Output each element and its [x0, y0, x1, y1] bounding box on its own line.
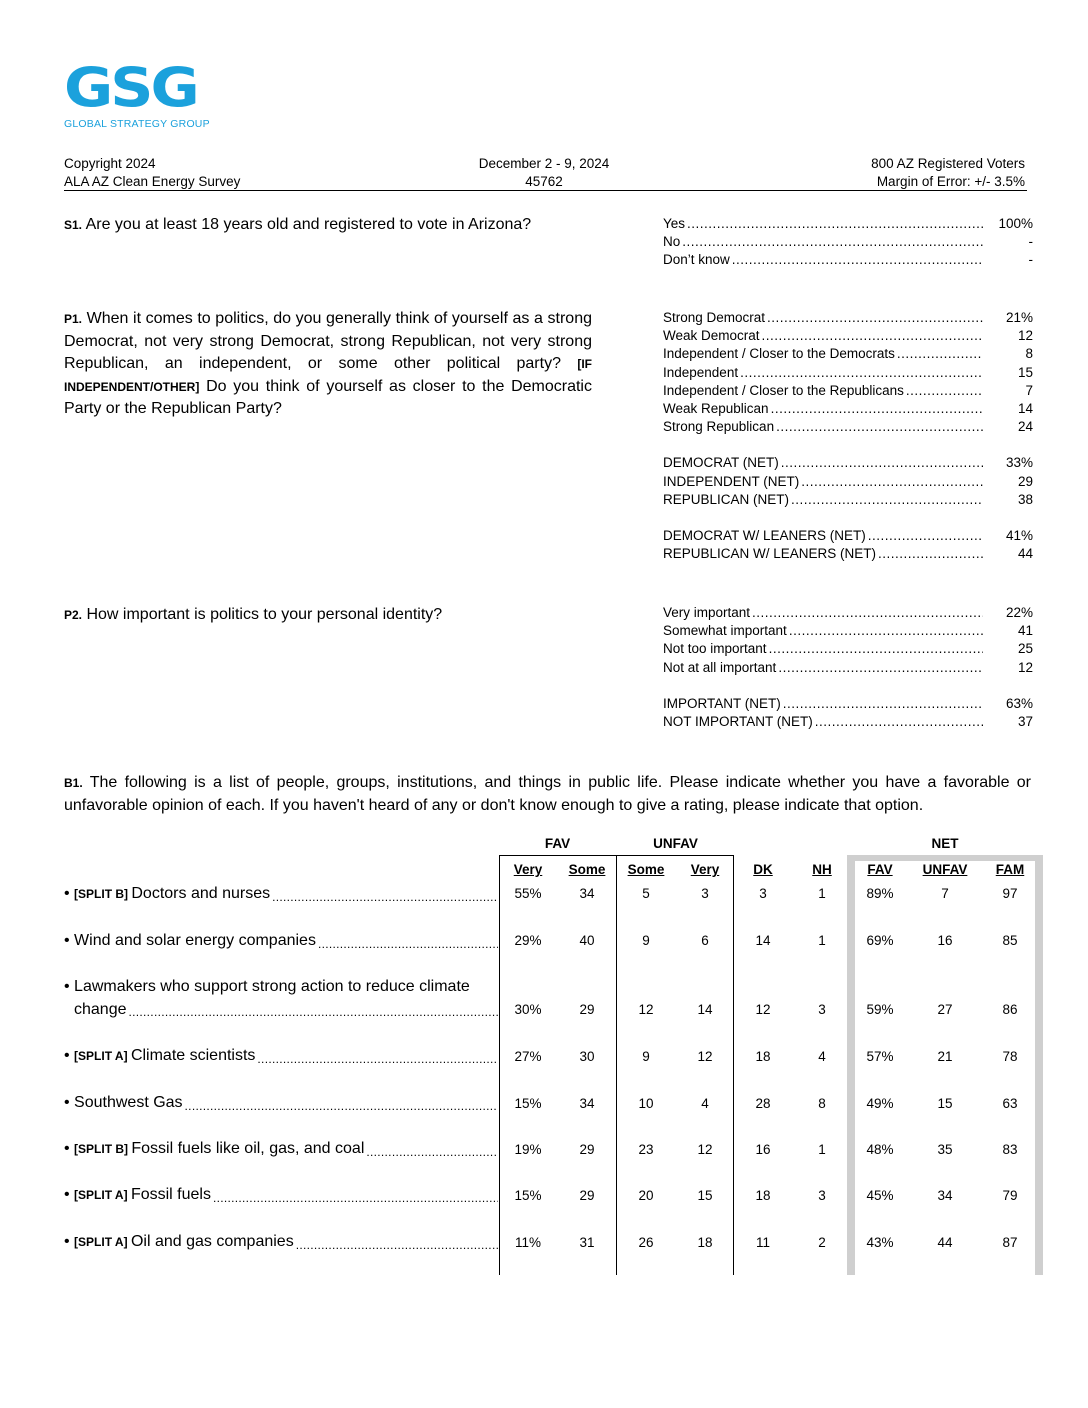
leader-dots: [185, 1097, 498, 1115]
answer-label-wrap: [663, 309, 985, 327]
table-cell: 23: [638, 1142, 654, 1157]
table-cell: 9: [642, 1049, 650, 1064]
row-label: Fossil fuels like oil, gas, and coal: [131, 1140, 365, 1157]
leader-dots: [776, 418, 983, 436]
answer-label: Not at all important: [663, 659, 777, 675]
question-text: The following is a list of people, groups, institutions, and things in public life. Please indicate whether you have a favorable or unfavorable opinion of each. If you haven't heard of any or don't know enough to give a rating, please indicate that option.: [64, 774, 1032, 814]
answer-value: 41%: [985, 527, 1033, 545]
row-label: Wind and solar energy companies: [74, 932, 316, 949]
table-row-label: [64, 1092, 498, 1115]
table-cell: 29%: [514, 933, 542, 948]
logo-subtitle: GLOBAL STRATEGY GROUP: [64, 118, 210, 130]
answer-value: 100%: [985, 215, 1033, 233]
row-label: Doctors and nurses: [131, 885, 271, 902]
column-header: Some: [568, 862, 606, 877]
column-header: Very: [513, 862, 543, 877]
answer-value: 25: [985, 640, 1033, 658]
leader-dots: [762, 327, 983, 345]
table-cell: 15: [937, 1096, 953, 1111]
answer-label: DEMOCRAT (NET): [663, 455, 779, 471]
row-label: Southwest Gas: [74, 1094, 183, 1111]
table-cell: 20: [638, 1188, 654, 1203]
table-cell: 78: [1002, 1049, 1018, 1064]
row-label-line: [64, 1045, 498, 1068]
answer-label-wrap: [663, 251, 985, 269]
column-header: Some: [627, 862, 665, 877]
table-cell: 79: [1002, 1188, 1018, 1203]
table-cell: 86: [1002, 1002, 1018, 1017]
leader-dots: [783, 695, 983, 713]
answer-label-wrap: [663, 473, 985, 491]
group-unfav: UNFAV: [653, 836, 698, 851]
table-cell: 29: [579, 1142, 595, 1157]
split-tag: [SPLIT A]: [74, 1235, 131, 1249]
table-cell: 4: [818, 1049, 826, 1064]
group-fav: FAV: [544, 836, 571, 851]
table-cell: 19%: [514, 1142, 542, 1157]
column-header: DK: [753, 862, 773, 877]
column-header: Very: [690, 862, 720, 877]
table-cell: 40: [579, 933, 595, 948]
table-cell: 3: [759, 886, 767, 901]
answer-label: No: [663, 234, 681, 250]
table-cell: 2: [818, 1235, 826, 1250]
table-cell: 55%: [514, 886, 542, 901]
table-cell: 57%: [866, 1049, 894, 1064]
table-cell: 49%: [866, 1096, 894, 1111]
row-label-line: [64, 883, 498, 906]
row-label: Climate scientists: [130, 1047, 256, 1064]
table-cell: 43%: [866, 1235, 894, 1250]
leader-dots: [732, 251, 983, 269]
group-net: NET: [931, 836, 959, 851]
table-cell: 1: [818, 886, 826, 901]
table-cell: 87: [1002, 1235, 1018, 1250]
question-number: S1.: [64, 218, 83, 232]
answer-label-wrap: [663, 454, 985, 472]
answer-label: DEMOCRAT W/ LEANERS (NET): [663, 527, 866, 543]
answer-label: REPUBLICAN (NET): [663, 491, 790, 507]
question-text: When it comes to politics, do you generally think of yourself as a strong Democrat, not very strong Democrat, strong Republican, not very strong Republican, an independent, or some other political party?: [64, 310, 593, 372]
answer-label: Somewhat important: [663, 623, 787, 639]
answer-row: [663, 382, 1033, 400]
answer-value: 24: [985, 418, 1033, 436]
table-cell: 3: [818, 1002, 826, 1017]
answer-value: 22%: [985, 604, 1033, 622]
leader-dots: [769, 640, 983, 658]
answer-value: 12: [985, 327, 1033, 345]
answer-gap: [663, 677, 1033, 695]
question-text: Are you at least 18 years old and registered to vote in Arizona?: [85, 216, 532, 233]
table-row-label: [64, 1231, 498, 1254]
leader-dots: [687, 215, 983, 233]
answer-row: [663, 695, 1033, 713]
answers-p1: [663, 309, 1033, 563]
answer-label-wrap: [663, 327, 985, 345]
answer-row: [663, 400, 1033, 418]
answer-row: [663, 345, 1033, 363]
answer-label: Independent / Closer to the Democrats: [663, 346, 895, 362]
copyright: Copyright 2024: [64, 156, 156, 171]
answer-label: Strong Republican: [663, 419, 775, 435]
answer-label-wrap: [663, 233, 985, 251]
answer-value: 8: [985, 345, 1033, 363]
row-label-line: [64, 976, 498, 999]
table-cell: 6: [701, 933, 709, 948]
row-label: Fossil fuels: [130, 1186, 211, 1203]
leader-dots: [272, 888, 498, 906]
table-cell: 15: [697, 1188, 713, 1203]
table-cell: 11%: [514, 1235, 542, 1250]
table-cell: 10: [638, 1096, 654, 1111]
table-row-label: [64, 976, 498, 1021]
table-cell: 69%: [866, 933, 894, 948]
answer-label-wrap: [663, 695, 985, 713]
leader-dots: [257, 1050, 498, 1068]
answer-row: [663, 251, 1033, 269]
answer-label-wrap: [663, 527, 985, 545]
column-header: FAV: [867, 862, 893, 877]
row-label-line: [64, 1092, 498, 1115]
answer-label: Weak Republican: [663, 400, 769, 416]
split-tag: [SPLIT B]: [74, 887, 132, 901]
question-number: P1.: [64, 312, 83, 326]
bullet: •: [64, 1047, 75, 1064]
table-cell: 44: [937, 1235, 953, 1250]
leader-dots: [213, 1189, 498, 1207]
table-cell: 63: [1002, 1096, 1018, 1111]
leader-dots: [781, 454, 983, 472]
table-row-label: [64, 1045, 498, 1068]
question-number: B1.: [64, 776, 83, 790]
answer-value: 44: [985, 545, 1033, 563]
row-label-line-2: [64, 999, 498, 1022]
answer-label: Don’t know: [663, 252, 730, 268]
answer-value: -: [985, 233, 1033, 251]
answer-row: [663, 454, 1033, 472]
fav-rule: [500, 855, 616, 856]
answer-row: [663, 233, 1033, 251]
leader-dots: [366, 1143, 498, 1161]
answer-label-wrap: [663, 382, 985, 400]
table-cell: 59%: [866, 1002, 894, 1017]
leader-dots: [682, 233, 983, 251]
answer-label: INDEPENDENT (NET): [663, 473, 800, 489]
leader-dots: [906, 382, 983, 400]
field-dates: December 2 - 9, 2024: [478, 156, 610, 171]
leader-dots: [801, 473, 983, 491]
answer-label-wrap: [663, 215, 985, 233]
answer-gap: [663, 509, 1033, 527]
question-text-2: Do you think of yourself as closer to the Democratic Party or the Republican Party?: [64, 377, 592, 417]
leader-dots: [752, 604, 983, 622]
leader-dots: [129, 1003, 499, 1021]
table-cell: 16: [755, 1142, 771, 1157]
table-cell: 1: [818, 933, 826, 948]
question-text: How important is politics to your personal identity?: [86, 606, 443, 623]
table-cell: 16: [937, 933, 953, 948]
survey-name: ALA AZ Clean Energy Survey: [64, 174, 241, 189]
split-tag: [SPLIT B]: [74, 1142, 132, 1156]
row-label-cont: change: [74, 1000, 127, 1018]
answer-value: 37: [985, 713, 1033, 731]
row-label-line: [64, 1138, 498, 1161]
table-row-label: [64, 883, 498, 906]
answer-label-wrap: [663, 604, 985, 622]
table-cell: 18: [697, 1235, 713, 1250]
table-divider-right: [733, 855, 734, 1275]
table-cell: 14: [697, 1002, 713, 1017]
question-p2: [64, 604, 592, 627]
table-cell: 9: [642, 933, 650, 948]
column-header: FAM: [995, 862, 1025, 877]
table-divider-left: [499, 855, 500, 1275]
answer-label: Not too important: [663, 641, 767, 657]
table-row-label: [64, 1138, 498, 1161]
answer-label: NOT IMPORTANT (NET): [663, 713, 813, 729]
header-center: [444, 155, 644, 191]
answer-label-wrap: [663, 659, 985, 677]
answer-label-wrap: [663, 640, 985, 658]
answer-gap: [663, 436, 1033, 454]
table-cell: 12: [697, 1049, 713, 1064]
question-number: P2.: [64, 608, 83, 622]
answer-label-wrap: [663, 345, 985, 363]
leader-dots: [815, 713, 983, 731]
table-cell: 34: [579, 886, 595, 901]
bullet: •: [64, 1094, 75, 1111]
table-cell: 15%: [514, 1188, 542, 1203]
table-cell: 8: [818, 1096, 826, 1111]
split-tag: [SPLIT A]: [74, 1188, 131, 1202]
table-cell: 11: [755, 1235, 770, 1250]
answer-value: -: [985, 251, 1033, 269]
header-left: [64, 155, 240, 191]
answer-value: 15: [985, 364, 1033, 382]
bullet: •: [64, 885, 75, 902]
table-cell: 34: [579, 1096, 595, 1111]
leader-dots: [868, 527, 983, 545]
answer-label: REPUBLICAN W/ LEANERS (NET): [663, 546, 877, 562]
table-cell: 12: [697, 1142, 713, 1157]
table-cell: 27%: [514, 1049, 542, 1064]
table-cell: 30: [579, 1049, 595, 1064]
answer-row: [663, 364, 1033, 382]
leader-dots: [767, 309, 983, 327]
answer-row: [663, 640, 1033, 658]
table-cell: 21: [937, 1049, 953, 1064]
table-cell: 12: [755, 1002, 771, 1017]
question-p1: [64, 308, 592, 421]
leader-dots: [318, 935, 498, 953]
answer-label-wrap: [663, 622, 985, 640]
table-cell: 29: [579, 1188, 595, 1203]
table-cell: 18: [755, 1188, 771, 1203]
row-label-line: [64, 930, 498, 953]
row-label-line: [64, 1231, 498, 1254]
answer-row: [663, 327, 1033, 345]
table-cell: 27: [937, 1002, 953, 1017]
question-tag: [IF INDEPENDENT/OTHER]: [64, 357, 592, 394]
answer-label: Independent / Closer to the Republicans: [663, 382, 904, 398]
row-label: Oil and gas companies: [130, 1233, 294, 1250]
answer-label-wrap: [663, 713, 985, 731]
table-divider-mid: [616, 855, 617, 1275]
table-cell: 85: [1002, 933, 1018, 948]
leader-dots: [778, 659, 983, 677]
answer-label: Weak Democrat: [663, 328, 760, 344]
answer-label-wrap: [663, 545, 985, 563]
answer-value: 29: [985, 473, 1033, 491]
bullet: •: [64, 1140, 75, 1157]
table-cell: 83: [1002, 1142, 1018, 1157]
answer-row: [663, 659, 1033, 677]
answer-value: 21%: [985, 309, 1033, 327]
answer-row: [663, 215, 1033, 233]
row-label: Lawmakers who support strong action to reduce climate: [74, 978, 470, 995]
answer-label: Yes: [663, 216, 686, 231]
table-cell: 15%: [514, 1096, 542, 1111]
table-cell: 12: [638, 1002, 654, 1017]
header-right: [780, 155, 1025, 191]
bullet: •: [64, 932, 75, 949]
column-header: UNFAV: [922, 862, 968, 877]
table-cell: 28: [755, 1096, 771, 1111]
answer-value: 12: [985, 659, 1033, 677]
column-header: NH: [812, 862, 832, 877]
leader-dots: [296, 1236, 498, 1254]
answer-label: Strong Democrat: [663, 310, 766, 325]
table-cell: 7: [941, 886, 949, 901]
leader-dots: [791, 491, 983, 509]
answer-row: [663, 418, 1033, 436]
leader-dots: [740, 364, 983, 382]
table-cell: 34: [937, 1188, 953, 1203]
answers-p2: [663, 604, 1033, 731]
answer-value: 14: [985, 400, 1033, 418]
table-cell: 31: [579, 1235, 595, 1250]
bullet: •: [64, 1233, 75, 1250]
answer-value: 33%: [985, 454, 1033, 472]
table-cell: 18: [755, 1049, 771, 1064]
question-b1: [64, 772, 1031, 817]
table-cell: 1: [818, 1142, 826, 1157]
answer-row: [663, 527, 1033, 545]
answer-label: Independent: [663, 364, 739, 380]
table-row-label: [64, 1184, 498, 1207]
leader-dots: [897, 345, 983, 363]
sample-size: 800 AZ Registered Voters: [871, 156, 1025, 171]
question-s1: [64, 214, 624, 237]
answer-label-wrap: [663, 400, 985, 418]
table-cell: 3: [701, 886, 709, 901]
leader-dots: [789, 622, 983, 640]
answer-row: [663, 473, 1033, 491]
answers-s1: [663, 215, 1033, 270]
answer-label: Very important: [663, 605, 751, 620]
bullet: •: [64, 1186, 75, 1203]
table-cell: 4: [701, 1096, 709, 1111]
answer-row: [663, 309, 1033, 327]
margin-of-error: Margin of Error: +/- 3.5%: [876, 174, 1025, 189]
answer-row: [663, 604, 1033, 622]
answer-value: 38: [985, 491, 1033, 509]
gsg-logo: [64, 56, 224, 130]
answer-label-wrap: [663, 364, 985, 382]
table-cell: 35: [937, 1142, 953, 1157]
unfav-rule: [617, 855, 733, 856]
row-label-line: [64, 1184, 498, 1207]
table-cell: 97: [1002, 886, 1018, 901]
table-cell: 29: [579, 1002, 595, 1017]
answer-row: [663, 713, 1033, 731]
table-cell: 26: [638, 1235, 654, 1250]
leader-dots: [878, 545, 983, 563]
table-cell: 14: [755, 933, 771, 948]
answer-value: 41: [985, 622, 1033, 640]
leader-dots: [771, 400, 983, 418]
answer-label-wrap: [663, 491, 985, 509]
table-cell: 3: [818, 1188, 826, 1203]
logo-mark: GSG: [64, 56, 197, 120]
table-cell: 48%: [866, 1142, 894, 1157]
split-tag: [SPLIT A]: [74, 1049, 131, 1063]
net-column-box: [847, 855, 1043, 1275]
answer-value: 7: [985, 382, 1033, 400]
bullet: •: [64, 978, 75, 995]
survey-id: 45762: [525, 174, 563, 189]
answer-label: IMPORTANT (NET): [663, 695, 781, 711]
answer-row: [663, 491, 1033, 509]
answer-row: [663, 622, 1033, 640]
table-cell: 5: [642, 886, 650, 901]
table-cell: 30%: [514, 1002, 542, 1017]
table-row-label: [64, 930, 498, 953]
table-cell: 89%: [866, 886, 894, 901]
table-cell: 45%: [866, 1188, 894, 1203]
answer-row: [663, 545, 1033, 563]
header-rule: [64, 190, 1027, 191]
answer-value: 63%: [985, 695, 1033, 713]
answer-label-wrap: [663, 418, 985, 436]
